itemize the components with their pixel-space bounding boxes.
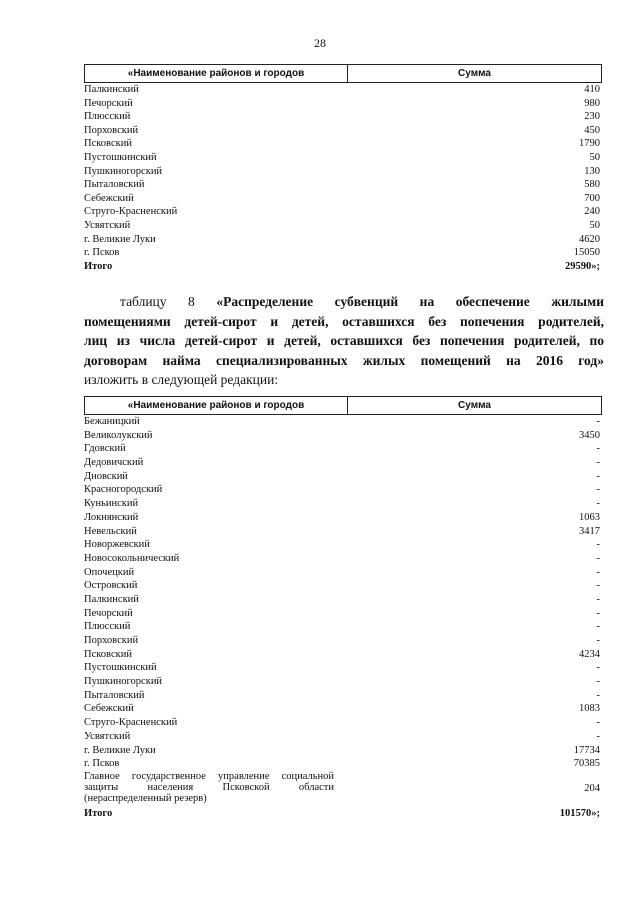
paragraph-table-title-start: «Распределение субвенций на обеспечение жилыми <box>216 294 604 309</box>
row-value: - <box>596 593 600 605</box>
table-row <box>84 702 602 716</box>
row-value: - <box>596 539 600 551</box>
row-name: Бежаницкий <box>84 416 140 427</box>
table-row <box>84 661 602 675</box>
reserve-name: Главное государственное управление социальной защиты населения Псковской области (нераспределенный резерв) <box>84 770 334 804</box>
row-name: Псковский <box>84 138 132 150</box>
row-value: 980 <box>584 97 600 109</box>
table-row <box>84 579 602 593</box>
row-name: Новоржевский <box>84 539 150 551</box>
page-number: 28 <box>314 36 326 50</box>
row-value: - <box>596 621 600 633</box>
table-row <box>84 689 602 703</box>
row-value: - <box>596 484 600 496</box>
row-value: - <box>596 443 600 455</box>
table-row <box>84 192 602 206</box>
row-name: г. Великие Луки <box>84 744 156 756</box>
row-value: 230 <box>584 111 600 123</box>
row-value: - <box>596 662 600 674</box>
table-row <box>84 178 602 192</box>
row-value: - <box>596 717 600 729</box>
table-2 <box>84 396 602 821</box>
row-name: Островский <box>84 580 138 592</box>
row-value: 130 <box>584 165 600 177</box>
row-name: Дновский <box>84 470 128 482</box>
row-name: г. Великие Луки <box>84 233 156 245</box>
header-sum-column: Сумма <box>458 68 491 79</box>
table-row <box>84 110 602 124</box>
table-row <box>84 456 602 470</box>
row-value: 410 <box>584 84 600 95</box>
row-name: Пыталовский <box>84 179 145 191</box>
table-row <box>84 566 602 580</box>
table-row <box>84 675 602 689</box>
header-sum-column: Сумма <box>458 400 491 411</box>
table-row <box>84 744 602 758</box>
row-name: г. Псков <box>84 247 120 259</box>
table-row <box>84 593 602 607</box>
table-row <box>84 124 602 138</box>
table-row <box>84 730 602 744</box>
row-value: - <box>596 566 600 578</box>
row-value: 4234 <box>579 648 600 660</box>
total-value: 29590»; <box>565 260 600 272</box>
amendment-paragraph <box>84 292 604 390</box>
row-name: Опочецкий <box>84 566 135 578</box>
row-value: 4620 <box>579 233 600 245</box>
row-value: - <box>596 457 600 469</box>
total-label: Итого <box>84 260 113 272</box>
row-value: 50 <box>589 151 600 163</box>
row-value: - <box>596 580 600 592</box>
table-row <box>84 205 602 219</box>
row-name: Плюсский <box>84 111 131 123</box>
table-row <box>84 634 602 648</box>
row-value: - <box>596 730 600 742</box>
total-value: 101570»; <box>559 807 600 819</box>
row-value: - <box>596 607 600 619</box>
row-name: Усвятский <box>84 219 131 231</box>
row-name: Красногородский <box>84 484 163 496</box>
table-row <box>84 620 602 634</box>
table-row <box>84 233 602 247</box>
table-row <box>84 83 602 97</box>
table-row <box>84 552 602 566</box>
table-row <box>84 442 602 456</box>
header-name-column: «Наименование районов и городов <box>85 397 348 414</box>
row-value: 580 <box>584 179 600 191</box>
table-2-total-row <box>84 807 602 821</box>
total-label: Итого <box>84 807 113 819</box>
row-name: Палкинский <box>84 84 139 95</box>
paragraph-table-title-3: лиц из числа детей-сирот и детей, оставшихся без попечения родителей, по <box>84 333 604 348</box>
row-value: 1790 <box>579 138 600 150</box>
table-row <box>84 246 602 260</box>
row-name: Пустошкинский <box>84 662 157 674</box>
row-name: Пустошкинский <box>84 151 157 163</box>
table-row <box>84 137 602 151</box>
table-2-header <box>84 396 602 415</box>
row-value: 1083 <box>579 703 600 715</box>
row-name: Струго-Красненский <box>84 717 178 729</box>
table-row <box>84 525 602 539</box>
row-name: Себежский <box>84 192 134 204</box>
row-value: 3417 <box>579 525 600 537</box>
table-2-reserve-row <box>84 771 602 807</box>
row-name: Струго-Красненский <box>84 206 178 218</box>
paragraph-line-3 <box>84 331 604 351</box>
row-value: 70385 <box>573 758 600 770</box>
row-name: Пушкиногорский <box>84 165 163 177</box>
row-name: Печорский <box>84 97 133 109</box>
row-value: 700 <box>584 192 600 204</box>
row-value: 17734 <box>573 744 600 756</box>
row-value: - <box>596 689 600 701</box>
paragraph-line-4 <box>84 351 604 371</box>
row-value: 50 <box>589 219 600 231</box>
row-value: 450 <box>584 124 600 136</box>
row-name: Порховский <box>84 635 139 646</box>
table-row <box>84 538 602 552</box>
table-row <box>84 97 602 111</box>
paragraph-line-2 <box>84 312 604 332</box>
row-value: - <box>596 552 600 564</box>
row-name: Плюсский <box>84 621 131 633</box>
row-name: Усвятский <box>84 730 131 742</box>
row-value: - <box>596 498 600 510</box>
row-value: 3450 <box>579 429 600 441</box>
row-value: - <box>596 676 600 688</box>
row-name: Псковский <box>84 648 132 660</box>
row-name: Великолукский <box>84 429 153 441</box>
table-1-rows <box>84 83 602 260</box>
table-row <box>84 757 602 771</box>
table-row <box>84 483 602 497</box>
paragraph-intro: таблицу 8 <box>120 294 217 309</box>
paragraph-table-title-4: договорам найма специализированных жилых помещений на 2016 год» <box>84 352 604 368</box>
row-value: 240 <box>584 206 600 218</box>
row-name: Порховский <box>84 124 139 136</box>
row-name: Гдовский <box>84 443 126 455</box>
row-name: Куньинский <box>84 498 139 510</box>
header-name-column: «Наименование районов и городов <box>85 65 348 82</box>
row-name: Локнянский <box>84 511 139 523</box>
row-value: 1063 <box>579 511 600 523</box>
table-row <box>84 165 602 179</box>
table-row <box>84 648 602 662</box>
table-row <box>84 511 602 525</box>
row-name: Палкинский <box>84 593 139 605</box>
table-row <box>84 415 602 429</box>
table-row <box>84 716 602 730</box>
table-1 <box>84 64 602 273</box>
table-1-header <box>84 64 602 83</box>
row-name: Новосокольнический <box>84 552 180 564</box>
table-row <box>84 470 602 484</box>
table-row <box>84 151 602 165</box>
reserve-value: 204 <box>584 783 600 795</box>
table-row <box>84 607 602 621</box>
row-name: Пыталовский <box>84 689 145 701</box>
paragraph-line-1 <box>84 292 604 312</box>
row-value: - <box>596 470 600 482</box>
table-1-total-row <box>84 260 602 274</box>
table-row <box>84 429 602 443</box>
table-2-rows <box>84 415 602 771</box>
row-name: г. Псков <box>84 758 120 770</box>
row-value: 15050 <box>573 247 600 259</box>
row-name: Пушкиногорский <box>84 676 163 688</box>
paragraph-line-5: изложить в следующей редакции: <box>84 372 279 387</box>
table-row <box>84 497 602 511</box>
row-value: - <box>596 635 600 646</box>
row-name: Невельский <box>84 525 137 537</box>
row-name: Дедовичский <box>84 457 144 469</box>
row-name: Себежский <box>84 703 134 715</box>
row-name: Печорский <box>84 607 133 619</box>
table-row <box>84 219 602 233</box>
row-value: - <box>596 416 600 427</box>
paragraph-table-title-2: помещениями детей-сирот и детей, оставшихся без попечения родителей, <box>84 313 604 329</box>
